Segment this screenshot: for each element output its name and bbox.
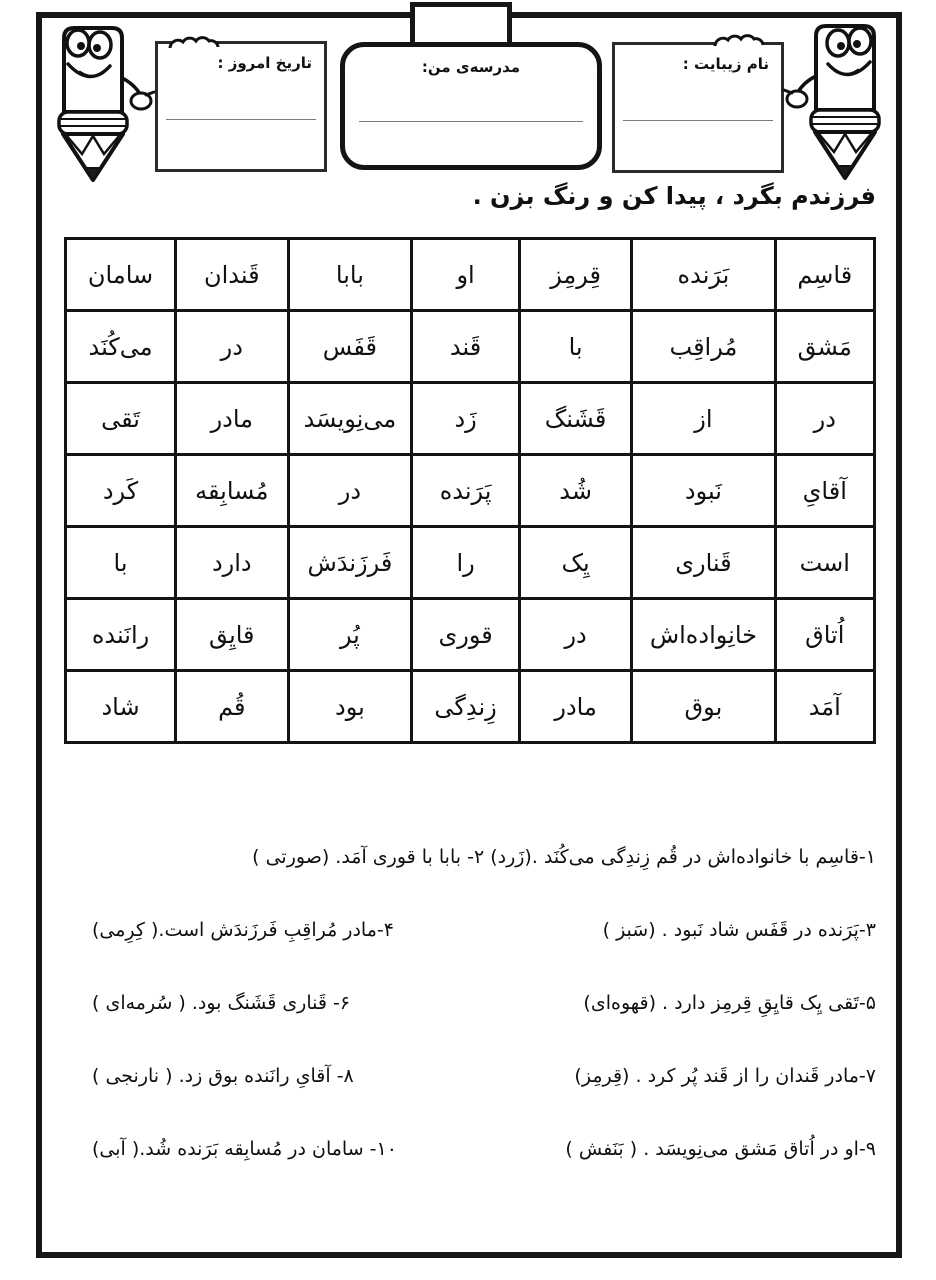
grid-row: [66, 455, 875, 527]
word-cell: در: [288, 455, 412, 527]
word-cell: پَرَنده: [412, 455, 520, 527]
word-cell: او: [412, 239, 520, 311]
word-cell: سامان: [66, 239, 176, 311]
word-cell: از: [632, 383, 775, 455]
word-cell: بوق: [632, 671, 775, 743]
grid-row: [66, 239, 875, 311]
grip-fingers-icon: [167, 27, 221, 50]
date-box: [155, 41, 327, 172]
word-cell: قایِق: [176, 599, 288, 671]
word-cell: قاسِم: [775, 239, 875, 311]
word-cell: در: [519, 599, 631, 671]
word-cell: قَند: [412, 311, 520, 383]
word-cell: بود: [288, 671, 412, 743]
sentence-line-5-6: [64, 992, 876, 1065]
school-writing-line: [359, 121, 583, 122]
date-box-label: تاریخ امروز :: [217, 54, 312, 72]
sentence-3: ۳-پَرَنده در قَفَس شاد نَبود . (سَبز ): [602, 919, 876, 941]
sentence-line-9-10: [64, 1138, 876, 1211]
word-cell: در: [775, 383, 875, 455]
sentence-6: ۶- قَناری قَشَنگ بود. ( سُرمه‌ای ): [92, 992, 351, 1014]
word-cell: قوری: [412, 599, 520, 671]
instruction-text: فرزندم بگرد ، پیدا کن و رنگ بزن .: [472, 182, 876, 210]
sentence-10: ۱۰- سامان در مُسابِقه بَرَنده شُد.( آبی): [92, 1138, 397, 1160]
word-cell: آقایِ: [775, 455, 875, 527]
word-cell: تَقی: [66, 383, 176, 455]
word-cell: زِندِگی: [412, 671, 520, 743]
sentence-4: ۴-مادر مُراقِبِ فَرزَندَش است.( کِرِمی): [92, 919, 394, 941]
word-grid: [64, 237, 876, 744]
word-cell: بابا: [288, 239, 412, 311]
word-cell: آمَد: [775, 671, 875, 743]
word-cell: مادر: [519, 671, 631, 743]
word-cell: با: [519, 311, 631, 383]
sentence-8: ۸- آقایِ رانَنده بوق زد. ( نارنجی ): [92, 1065, 354, 1087]
word-cell: با: [66, 527, 176, 599]
word-cell: قُم: [176, 671, 288, 743]
word-cell: قَفَس: [288, 311, 412, 383]
grip-fingers-icon: [712, 25, 766, 48]
word-cell: مادر: [176, 383, 288, 455]
word-cell: قَشَنگ: [519, 383, 631, 455]
word-cell: مُراقِب: [632, 311, 775, 383]
word-cell: می‌نِویسَد: [288, 383, 412, 455]
word-cell: دارد: [176, 527, 288, 599]
word-cell: پُر: [288, 599, 412, 671]
word-cell: نَبود: [632, 455, 775, 527]
pencil-mascot-icon: [38, 22, 156, 194]
word-cell: قَناری: [632, 527, 775, 599]
word-cell: را: [412, 527, 520, 599]
sentence-line-7-8: [64, 1065, 876, 1138]
grid-row: [66, 599, 875, 671]
pencil-mascot-icon: [782, 20, 900, 192]
school-box: [340, 42, 602, 170]
grid-row: [66, 383, 875, 455]
word-cell: کَرد: [66, 455, 176, 527]
school-box-label: مدرسه‌ی من:: [421, 58, 521, 76]
word-cell: شُد: [519, 455, 631, 527]
sentence-7: ۷-مادر قَندان را از قَند پُر کرد . (قِرمِز): [574, 1065, 876, 1087]
sentences-section: [64, 846, 876, 1211]
word-cell: اُتاق: [775, 599, 875, 671]
word-cell: شاد: [66, 671, 176, 743]
name-box-label: نام زیبایت :: [682, 55, 769, 73]
sentence-line-1-2: ۱-قاسِم با خانواده‌اش در قُم زِندِگی می‌کُنَد .(زَرد) ۲- بابا با قوری آمَد. (صورتی ): [252, 846, 876, 868]
word-cell: قَندان: [176, 239, 288, 311]
word-cell: مُسابِقه: [176, 455, 288, 527]
word-cell: قِرمِز: [519, 239, 631, 311]
name-box: [612, 42, 784, 173]
word-cell: خانِواده‌اش: [632, 599, 775, 671]
word-cell: زَد: [412, 383, 520, 455]
word-cell: مَشق: [775, 311, 875, 383]
date-writing-line: [166, 119, 316, 120]
sentence-9: ۹-او در اُتاق مَشق می‌نِویسَد . ( بَنَفش ): [565, 1138, 876, 1160]
word-cell: فَرزَندَش: [288, 527, 412, 599]
word-cell: بَرَنده: [632, 239, 775, 311]
grid-row: [66, 671, 875, 743]
word-cell: می‌کُنَد: [66, 311, 176, 383]
word-cell: یِک: [519, 527, 631, 599]
word-cell: رانَنده: [66, 599, 176, 671]
grid-row: [66, 527, 875, 599]
sentence-line-3-4: [64, 919, 876, 992]
name-writing-line: [623, 120, 773, 121]
grid-row: [66, 311, 875, 383]
word-cell: در: [176, 311, 288, 383]
sentence-5: ۵-تَقی یِک قایِقِ قِرمِز دارد . (قهوه‌ای): [583, 992, 876, 1014]
word-cell: است: [775, 527, 875, 599]
